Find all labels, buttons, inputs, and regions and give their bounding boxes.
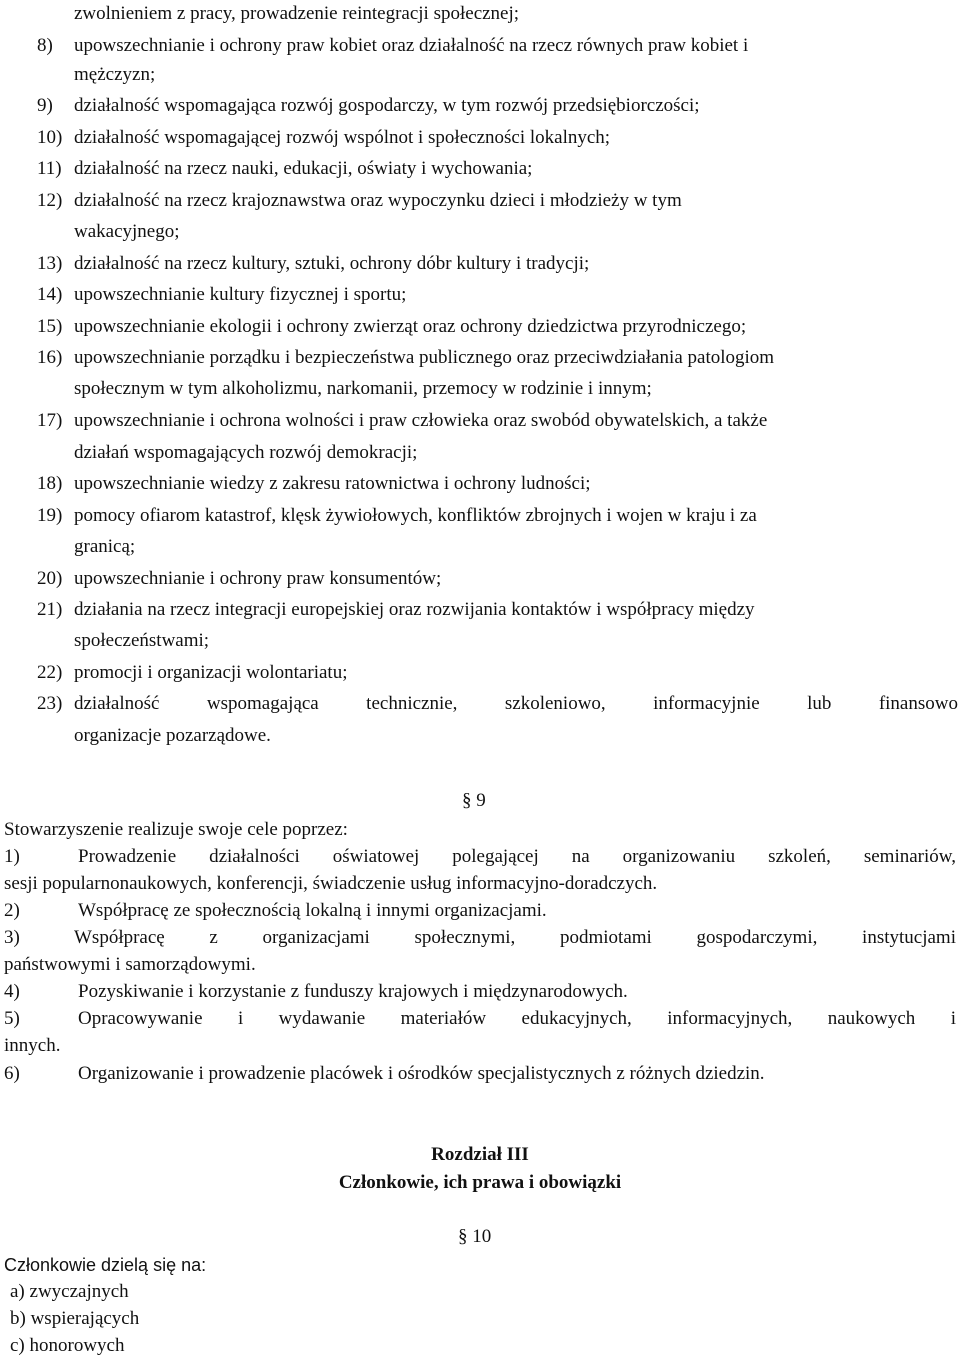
list-item-number: 12) [37, 190, 63, 211]
list-item-number: 6) [4, 1063, 20, 1084]
list-item-number: 13) [37, 253, 63, 274]
list-item-number: 17) [37, 410, 63, 431]
list-item-number: 16) [37, 347, 63, 368]
list-item-number: 3) [4, 927, 20, 948]
list-item-number: 18) [37, 473, 63, 494]
list-item-number: 23) [37, 693, 63, 714]
list-item-text: upowszechnianie ekologii i ochrony zwierząt oraz ochrony dziedzictwa przyrodniczego; [74, 316, 747, 337]
section-intro: Stowarzyszenie realizuje swoje cele poprzez: [4, 819, 348, 840]
list-item-number: 22) [37, 662, 63, 683]
list-item-text: Współpracę z organizacjami społecznymi, podmiotami gospodarczymi, instytucjami [74, 927, 956, 948]
list-item-number: 15) [37, 316, 63, 337]
list-item-text: wakacyjnego; [74, 221, 180, 242]
list-item-text: działalność na rzecz krajoznawstwa oraz wypoczynku dzieci i młodzieży w tym [74, 190, 682, 211]
list-item-number: 8) [37, 35, 53, 56]
list-item-text: społeczeństwami; [74, 630, 210, 651]
list-item-text: organizacje pozarządowe. [74, 725, 271, 746]
chapter-subtitle: Członkowie, ich prawa i obowiązki [338, 1172, 622, 1193]
list-item-text: Organizowanie i prowadzenie placówek i ośrodków specjalistycznych z różnych dziedzin. [78, 1063, 765, 1084]
list-item-text: granicą; [74, 536, 136, 557]
list-item-text: mężczyzn; [74, 64, 156, 85]
list-item-text: innych. [4, 1035, 61, 1056]
section-heading: § 9 [462, 790, 486, 811]
list-item-text: działania na rzecz integracji europejskiej oraz rozwijania kontaktów i współpracy między [74, 599, 755, 620]
list-item-number: 5) [4, 1008, 20, 1029]
list-item-number: 19) [37, 505, 63, 526]
list-item-text: pomocy ofiarom katastrof, klęsk żywiołowych, konfliktów zbrojnych i wojen w kraju i za [74, 505, 757, 526]
list-item-text: upowszechnianie i ochrony praw konsumentów; [74, 568, 442, 589]
list-item-text: Prowadzenie działalności oświatowej polegającej na organizowaniu szkoleń, seminariów, [78, 846, 956, 867]
list-item-text: działalność na rzecz nauki, edukacji, oświaty i wychowania; [74, 158, 533, 179]
section-intro: Członkowie dzielą się na: [4, 1255, 207, 1275]
list-item-number: 10) [37, 127, 63, 148]
list-item-text: zwolnieniem z pracy, prowadzenie reintegracji społecznej; [74, 3, 520, 24]
list-item-text: Współpracę ze społecznością lokalną i innymi organizacjami. [78, 900, 547, 921]
list-item-text: działalność wspomagającej rozwój wspólnot i społeczności lokalnych; [74, 127, 611, 148]
list-item-text: działalność na rzecz kultury, sztuki, ochrony dóbr kultury i tradycji; [74, 253, 590, 274]
list-item-text: sesji popularnonaukowych, konferencji, świadczenie usług informacyjno-doradczych. [4, 873, 658, 894]
list-item-text: upowszechnianie i ochrony praw kobiet oraz działalność na rzecz równych praw kobiet i [74, 35, 749, 56]
section-heading: § 10 [458, 1226, 492, 1247]
list-item-text: upowszechnianie i ochrona wolności i praw człowieka oraz swobód obywatelskich, a także [74, 410, 768, 431]
list-item-number: 20) [37, 568, 63, 589]
list-item-text: działalność wspomagająca rozwój gospodarczy, w tym rozwój przedsiębiorczości; [74, 95, 700, 116]
list-item-number: 1) [4, 846, 20, 867]
list-item-text: promocji i organizacji wolontariatu; [74, 662, 348, 683]
list-item-text: upowszechnianie wiedzy z zakresu ratownictwa i ochrony ludności; [74, 473, 591, 494]
list-item-number: 21) [37, 599, 63, 620]
list-item-text: działalność wspomagająca technicznie, szkoleniowo, informacyjnie lub finansowo [74, 693, 958, 714]
list-item-text: społecznym w tym alkoholizmu, narkomanii, przemocy w rodzinie i innym; [74, 378, 652, 399]
list-item-number: 14) [37, 284, 63, 305]
list-item-text: upowszechnianie porządku i bezpieczeństwa publicznego oraz przeciwdziałania patologiom [74, 347, 775, 368]
list-item [74, 0, 519, 28]
list-item-text: państwowymi i samorządowymi. [4, 954, 256, 975]
list-item-text: Pozyskiwanie i korzystanie z funduszy krajowych i międzynarodowych. [78, 981, 628, 1002]
list-item: b) wspierających [10, 1308, 140, 1329]
chapter-title: Rozdział III [431, 1144, 529, 1165]
list-item-number: 9) [37, 95, 53, 116]
list-item-number: 11) [37, 158, 62, 179]
list-item-number: 4) [4, 981, 20, 1002]
list-item-text: działań wspomagających rozwój demokracji; [74, 442, 418, 463]
list-item: c) honorowych [10, 1335, 125, 1356]
list-item-number: 2) [4, 900, 20, 921]
list-item-text: Opracowywanie i wydawanie materiałów edukacyjnych, informacyjnych, naukowych i [78, 1008, 956, 1029]
list-item-text: upowszechnianie kultury fizycznej i sportu; [74, 284, 407, 305]
list-item: a) zwyczajnych [10, 1281, 129, 1302]
